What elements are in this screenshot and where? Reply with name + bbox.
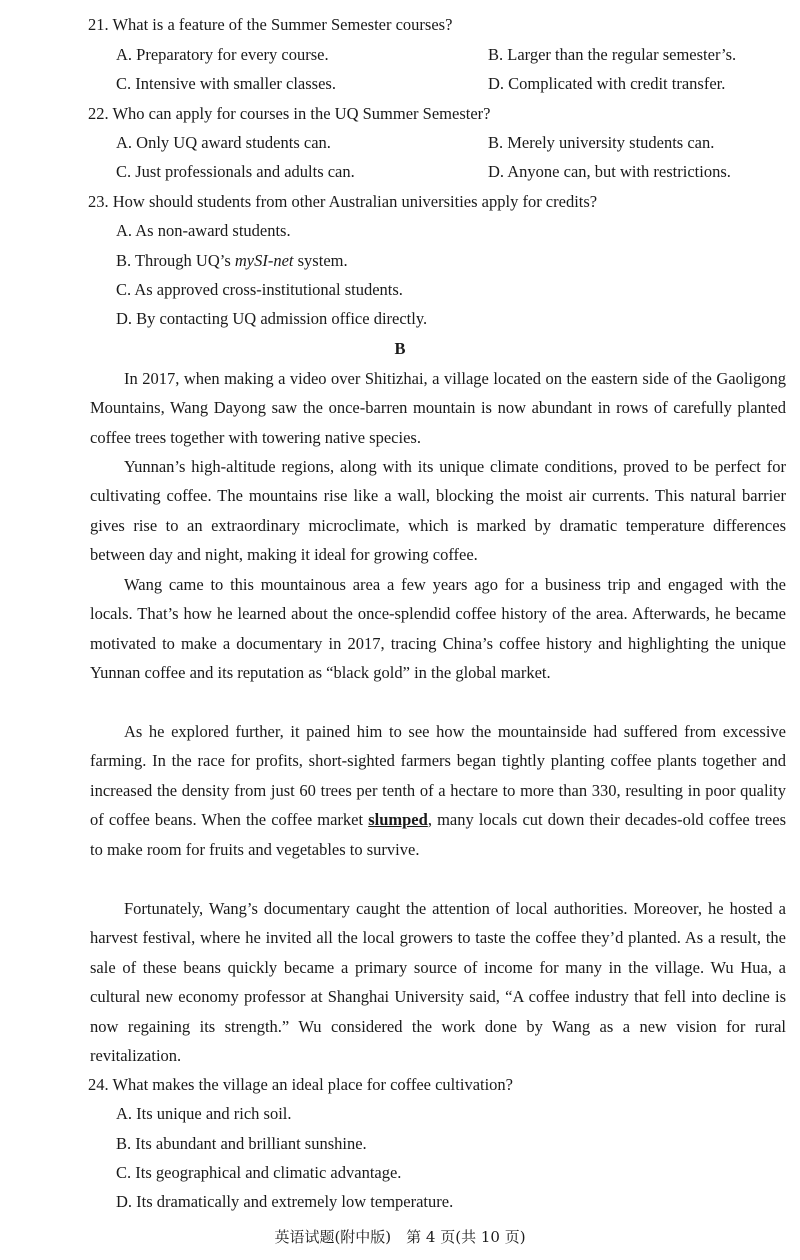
question-24-stem: 24. What makes the village an ideal place for coffee cultivation? [88, 1075, 514, 1094]
question-23-option-c: C. As approved cross-institutional students. [116, 280, 403, 299]
passage-paragraph-4 [90, 717, 786, 864]
question-23-option-a: A. As non-award students. [116, 221, 291, 240]
section-label: B [394, 339, 406, 358]
passage-paragraph-1: In 2017, when making a video over Shitizhai, a village located on the eastern side of the Gaoligong Mountains, Wang Dayong saw the once-barren mountain is now abundant in rows of carefully planted coffee trees together with towering native species. [90, 369, 786, 447]
question-23-option-d: D. By contacting UQ admission office directly. [116, 309, 428, 328]
question-24-option-a: A. Its unique and rich soil. [116, 1104, 292, 1123]
mysi-net-term: mySI-net [234, 251, 294, 270]
underlined-word-slumped: slumped [368, 810, 428, 830]
question-21-option-b: B. Larger than the regular semester’s. [488, 45, 737, 64]
question-21-option-d: D. Complicated with credit transfer. [488, 74, 726, 93]
question-24-option-c: C. Its geographical and climatic advantage. [116, 1163, 402, 1182]
page-footer: 英语试题(附中版) 第 4 页(共 10 页) [274, 1228, 526, 1246]
paragraph-4-text: As he explored further, it pained him to see how the mountainside had suffered from excessive farming. In the race for profits, short-sighted farmers began tightly planting coffee plants together and increased the density from just 60 trees per tenth of a hectare to more than 330, resulting in poor quality of coffee beans. When the coffee market [90, 722, 786, 830]
question-22-option-a: A. Only UQ award students can. [116, 133, 331, 152]
question-21-option-c: C. Intensive with smaller classes. [116, 74, 336, 93]
question-23-stem: 23. How should students from other Australian universities apply for credits? [88, 192, 598, 211]
paragraph-4-text-end: , many locals cut down their decades-old coffee trees to make room for fruits and vegetables to survive. [90, 810, 786, 859]
passage-paragraph-3: Wang came to this mountainous area a few years ago for a business trip and engaged with the locals. That’s how he learned about the once-splendid coffee history of the area. Afterwards, he became motivated to make a documentary in 2017, tracing China’s coffee history and highlighting the unique Yunnan coffee and its reputation as “black gold” in the global market. [90, 575, 786, 683]
passage-paragraph-5: Fortunately, Wang’s documentary caught the attention of local authorities. Moreover, he hosted a harvest festival, where he invited all the local growers to taste the coffee they’d planted. As a result, the sale of these beans quickly became a primary source of income for many in the village. Wu Hua, a cultural new economy professor at Shanghai University said, “A coffee industry that fell into decline is now regaining its strength.” Wu considered the work done by Wang as a new vision for rural revitalization. [90, 899, 786, 1066]
question-21-stem: 21. What is a feature of the Summer Semester courses? [88, 15, 453, 34]
passage-paragraph-2: Yunnan’s high-altitude regions, along with its unique climate conditions, proved to be perfect for cultivating coffee. The mountains rise like a wall, blocking the moist air currents. This natural barrier gives rise to an extraordinary microclimate, which is marked by dramatic temperature differences between day and night, making it ideal for growing coffee. [90, 457, 786, 565]
question-23-option-b [116, 250, 348, 272]
question-23-option-b-prefix: B. Through UQ’s [116, 251, 235, 270]
question-22-option-b: B. Merely university students can. [488, 133, 715, 152]
question-23-option-b-suffix: system. [293, 251, 348, 270]
question-22-stem: 22. Who can apply for courses in the UQ Summer Semester? [88, 104, 491, 123]
question-24-option-d: D. Its dramatically and extremely low temperature. [116, 1192, 454, 1211]
question-21-option-a: A. Preparatory for every course. [116, 45, 329, 64]
question-22-option-c: C. Just professionals and adults can. [116, 162, 355, 181]
question-22-option-d: D. Anyone can, but with restrictions. [488, 162, 731, 181]
question-24-option-b: B. Its abundant and brilliant sunshine. [116, 1134, 367, 1153]
